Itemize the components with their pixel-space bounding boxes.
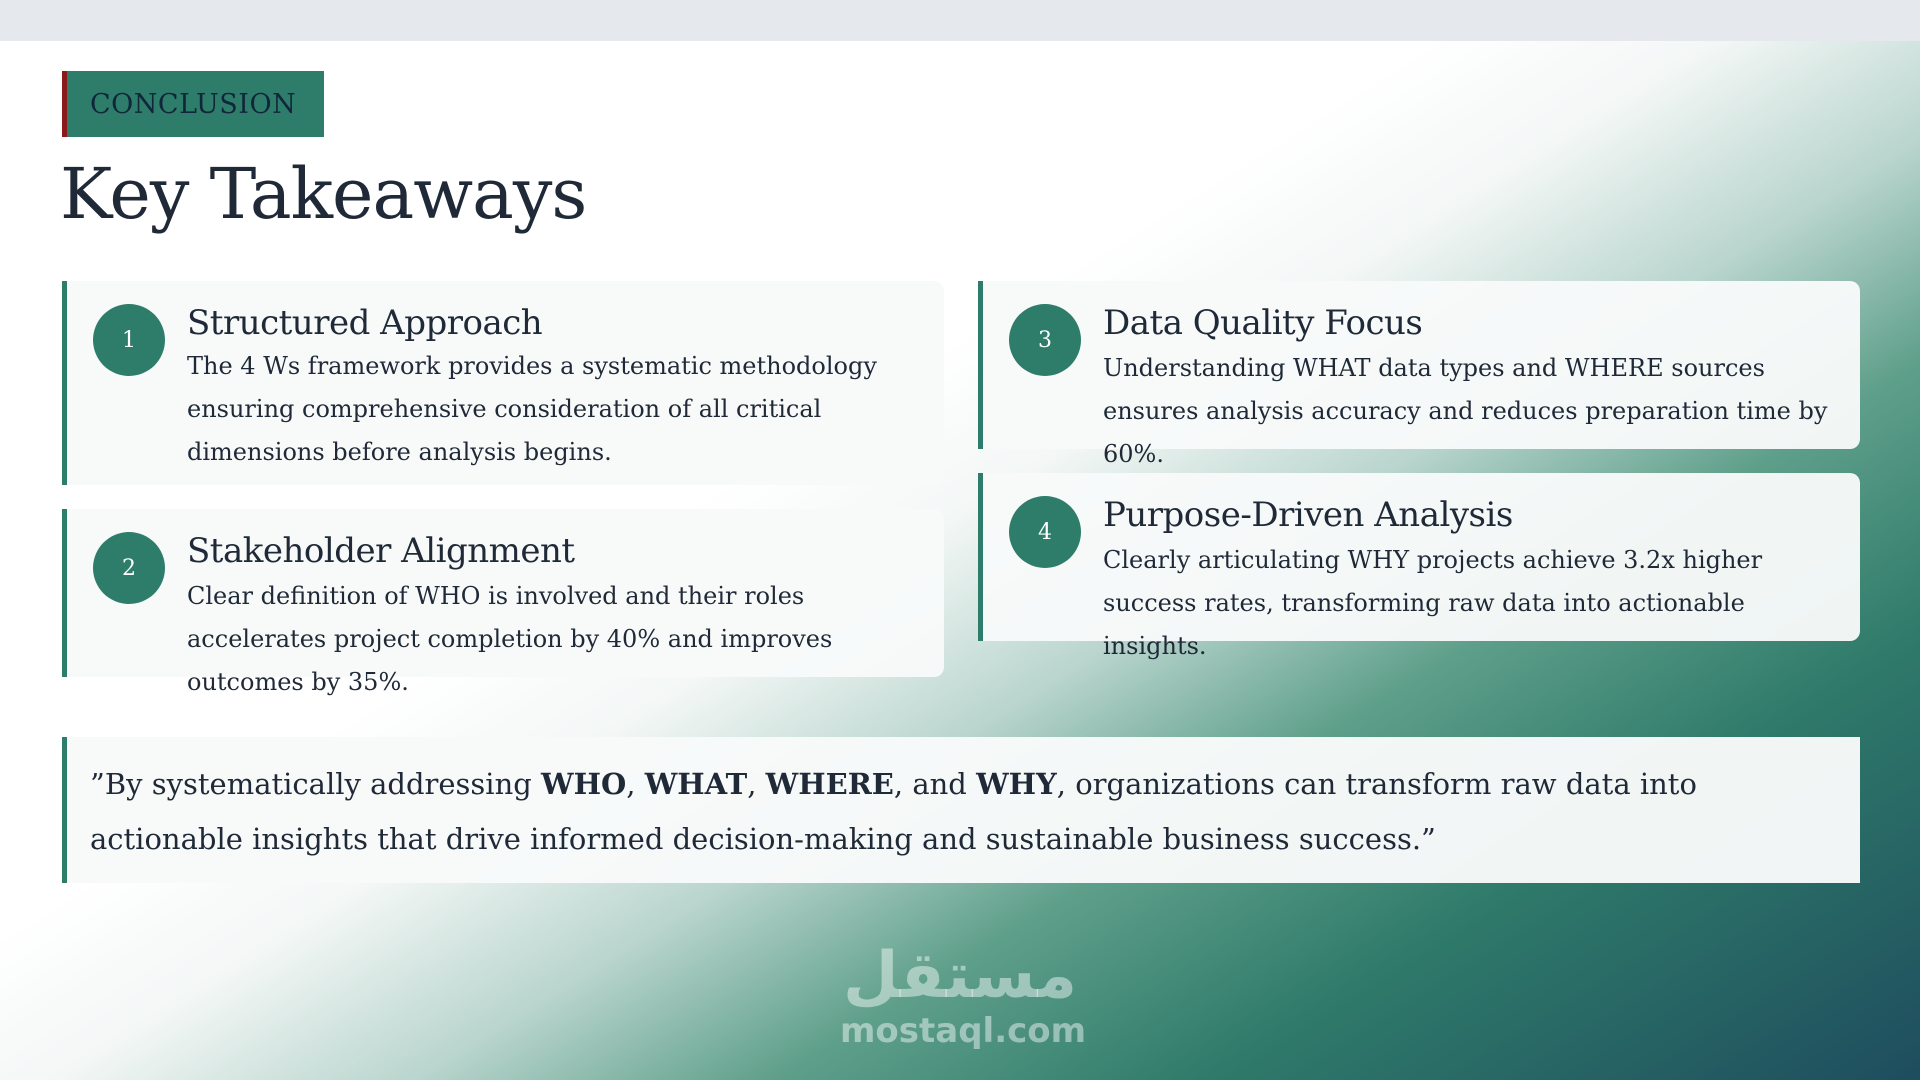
quote-rest: , organizations can transform raw data into actionable insights that drive informed decision-making and sustainable business success.” xyxy=(90,767,1697,856)
quote-open: ”By systematically addressing xyxy=(90,767,542,801)
quote-sep-2: , xyxy=(747,767,766,801)
section-tag: CONCLUSION xyxy=(62,71,324,137)
card-text-1: The 4 Ws framework provides a systematic methodology ensuring comprehensive consideration of all critical dimensions before analysis begins. xyxy=(187,352,877,466)
number-badge-4: 4 xyxy=(1009,496,1081,568)
card-title-2: Stakeholder Alignment xyxy=(187,531,575,571)
number-badge-3: 3 xyxy=(1009,304,1081,376)
number-badge-2: 2 xyxy=(93,532,165,604)
takeaway-card-1 xyxy=(62,281,944,485)
card-title-3: Data Quality Focus xyxy=(1103,303,1423,343)
watermark xyxy=(840,939,1087,1051)
takeaway-card-3 xyxy=(978,281,1860,468)
card-title-4: Purpose-Driven Analysis xyxy=(1103,495,1513,535)
watermark-text: mostaql.com xyxy=(840,1011,1087,1051)
card-text-3: Understanding WHAT data types and WHERE sources ensures analysis accuracy and reduces preparation time by 60%. xyxy=(1103,354,1828,468)
quote-sep-1: , xyxy=(626,767,645,801)
quote-what: WHAT xyxy=(644,767,748,801)
slide xyxy=(0,41,1920,1080)
card-text-4: Clearly articulating WHY projects achieve 3.2x higher success rates, transforming raw data into actionable insights. xyxy=(1103,546,1763,660)
quote-who: WHO xyxy=(541,767,627,801)
top-bar xyxy=(0,0,1920,41)
number-badge-1: 1 xyxy=(93,304,165,376)
quote-where: WHERE xyxy=(765,767,894,801)
card-title-1: Structured Approach xyxy=(187,303,543,343)
takeaway-card-2 xyxy=(62,509,944,696)
takeaway-card-4 xyxy=(978,473,1860,660)
watermark-logo: مستقل xyxy=(842,939,1078,1013)
conclusion-quote xyxy=(62,737,1860,883)
quote-why: WHY xyxy=(976,767,1057,801)
page-title: Key Takeaways xyxy=(60,153,587,235)
quote-sep-3: , and xyxy=(893,767,977,801)
card-text-2: Clear definition of WHO is involved and their roles accelerates project completion by 40% and improves outcomes by 35%. xyxy=(187,582,833,696)
